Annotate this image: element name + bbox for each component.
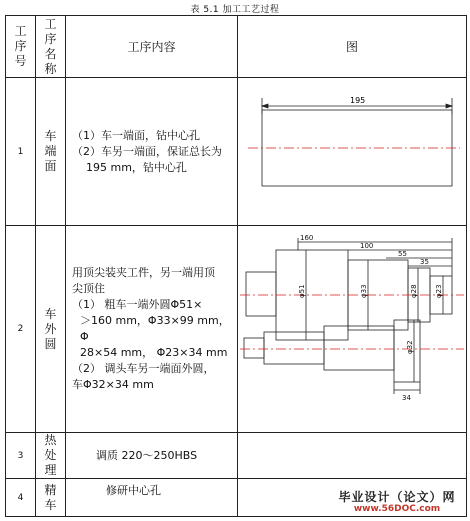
- step-number: 2: [6, 226, 36, 433]
- step-figure: [238, 226, 467, 433]
- dim-35: 35: [420, 258, 429, 266]
- dim-100: 100: [360, 242, 374, 250]
- step-number: 1: [6, 78, 36, 226]
- table-header-row: [6, 16, 467, 78]
- header-step-name: 工 序 名 称: [36, 16, 66, 78]
- step-name: 热 处 理: [36, 433, 66, 479]
- dim-phi33: φ33: [360, 284, 368, 298]
- dim-55: 55: [398, 250, 407, 258]
- watermark-title: 毕业设计（论文）网: [338, 490, 456, 504]
- dim-phi51: φ51: [298, 284, 306, 298]
- step-figure: [238, 433, 467, 479]
- table-row: [6, 433, 467, 479]
- dim-length: 195: [350, 96, 366, 105]
- dim-phi28: φ28: [410, 284, 418, 298]
- step-content: （1）车一端面，钻中心孔 （2）车另一端面，保证总长为 195 mm，钻中心孔: [66, 78, 238, 226]
- turning-drawing: [238, 226, 467, 428]
- watermark-url: www.56DOC.com: [353, 504, 441, 514]
- dim-160: 160: [300, 234, 314, 242]
- step-figure: [238, 78, 467, 226]
- header-step-no: 工 序 号: [6, 16, 36, 78]
- facing-drawing: [238, 78, 467, 221]
- table-row: [6, 226, 467, 433]
- header-content: 工序内容: [66, 16, 238, 78]
- step-name: 车 端 面: [36, 78, 66, 226]
- step-name: 车 外 圆: [36, 226, 66, 433]
- table-row: [6, 78, 467, 226]
- header-figure: 图: [238, 16, 467, 78]
- step-number: 4: [6, 479, 36, 517]
- step-content: 用顶尖装夹工件，另一端用顶 尖顶住 （1） 粗车一端外圆Φ51× ＞160 mm，Φ33×99 mm， Φ 28×54 mm， Φ23×34 mm （2） 调头车另一端面外圆， 车Φ32×34 mm: [66, 226, 238, 433]
- dim-34: 34: [402, 394, 411, 402]
- table-caption: 表 5.1 加工工艺过程: [190, 5, 280, 15]
- watermark: [328, 490, 466, 518]
- step-name: 精 车: [36, 479, 66, 517]
- step-content: 调质 220～250HBS: [66, 433, 238, 479]
- dim-phi23: φ23: [435, 284, 443, 298]
- step-content: 修研中心孔: [66, 479, 238, 517]
- process-table: [5, 15, 467, 517]
- step-number: 3: [6, 433, 36, 479]
- dim-phi32: φ32: [406, 340, 414, 354]
